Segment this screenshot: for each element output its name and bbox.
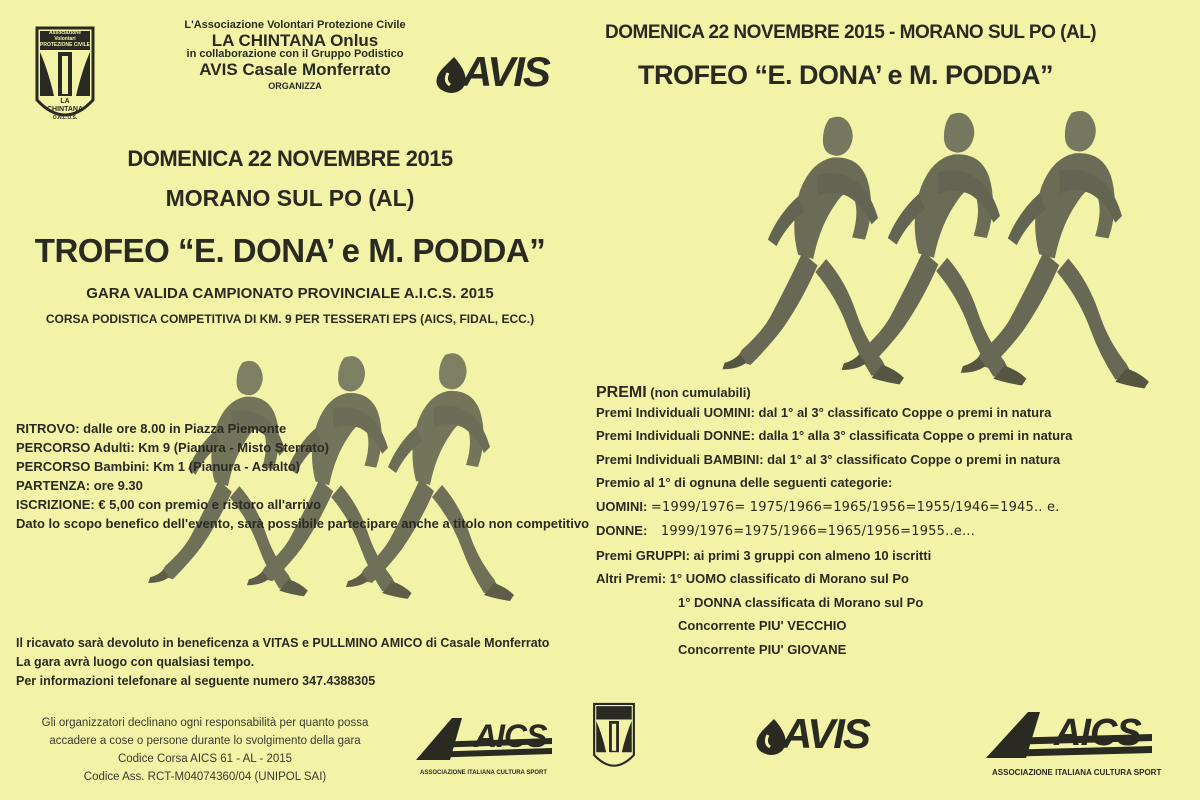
aics-logo-left: AICS ASSOCIAZIONE ITALIANA CULTURA SPORT xyxy=(412,712,562,782)
info-non-competitivo: Dato lo scopo benefico dell'evento, sarà possibile partecipare anche a titolo non competitivo xyxy=(16,516,590,531)
men-categories: UOMINI: =1999/1976= 1975/1966=1965/1956=1955/1946=1945.. e. xyxy=(596,498,1060,515)
women-categories: DONNE: 1999/1976=1975/1966=1965/1956=1955..e... xyxy=(596,523,975,539)
prize-women: Premi Individuali DONNE: dalla 1° alla 3° classificata Coppe o premi in natura xyxy=(596,428,1073,443)
left-place: MORANO SUL PO (AL) xyxy=(165,185,415,211)
aics-logo-right: AICS ASSOCIAZIONE ITALIANA CULTURA SPORT xyxy=(982,706,1162,780)
info-ritrovo: RITROVO: dalle ore 8.00 in Piazza Piemonte xyxy=(16,421,287,436)
left-trophy: TROFEO “E. DONA’ e M. PODDA” xyxy=(34,232,546,269)
info-partenza: PARTENZA: ore 9.30 xyxy=(16,478,143,493)
prize-categories: Premio al 1° di ognuna delle seguenti categorie: xyxy=(596,475,893,490)
prize-men: Premi Individuali UOMINI: dal 1° al 3° classificato Coppe o premi in natura xyxy=(596,404,1052,420)
chintana-logo xyxy=(34,20,96,132)
prizes-title: PREMI xyxy=(596,384,647,401)
chintana-logo-small xyxy=(592,696,636,780)
organizes-label: ORGANIZZA xyxy=(268,80,322,91)
note-charity: Il ricavato sarà devoluto in beneficenza a VITAS e PULLMINO AMICO di Casale Monferrato xyxy=(16,636,550,650)
disclaimer: Gli organizzatori declinano ogni responsabilità per quanto possa accadere a cose o persone durante lo svolgimento della gara Codice Corsa AICS 61 - AL - 2015 Codice Ass. RCT-M04074360/04 (UNIPOL SAI) xyxy=(41,717,369,783)
prize-children: Premi Individuali BAMBINI: dal 1° al 3° classificato Coppe o premi in natura xyxy=(596,451,1061,467)
other-prize-woman: 1° DONNA classificata di Morano sul Po xyxy=(678,594,924,610)
avis-logo: AVIS xyxy=(432,52,577,98)
note-phone: Per informazioni telefonare al seguente numero 347.4388305 xyxy=(16,674,376,688)
runners-illustration-right xyxy=(600,100,1200,400)
left-date: DOMENICA 22 NOVEMBRE 2015 xyxy=(127,146,453,171)
other-prizes: Altri Premi: 1° UOMO classificato di Morano sul Po xyxy=(596,571,909,586)
other-prize-youngest: Concorrente PIU' GIOVANE xyxy=(678,641,847,657)
right-date-place: DOMENICA 22 NOVEMBRE 2015 - MORANO SUL PO (AL) xyxy=(605,22,1097,43)
other-prize-oldest: Concorrente PIU' VECCHIO xyxy=(678,618,847,633)
assoc-line: L'Associazione Volontari Protezione Civile xyxy=(184,19,406,31)
prize-groups: Premi GRUPPI: ai primi 3 gruppi con almeno 10 iscritti xyxy=(596,547,932,563)
avis-logo-bottom: AVIS xyxy=(752,714,902,760)
race-description: CORSA PODISTICA COMPETITIVA DI KM. 9 PER TESSERATI EPS (AICS, FIDAL, ECC.) xyxy=(45,312,535,326)
collab-line: in collaborazione con il Gruppo Podistico xyxy=(186,48,404,61)
info-iscrizione: ISCRIZIONE: € 5,00 con premio e ristoro all'arrivo xyxy=(16,497,322,512)
collab-name: AVIS Casale Monferrato xyxy=(199,59,391,79)
right-trophy: TROFEO “E. DONA’ e M. PODDA” xyxy=(638,60,1054,90)
championship-line: GARA VALIDA CAMPIONATO PROVINCIALE A.I.C.S. 2015 xyxy=(86,285,494,302)
prizes-section xyxy=(596,381,1196,661)
info-percorso-bambini: PERCORSO Bambini: Km 1 (Pianura - Asfalto) xyxy=(16,459,301,474)
logo-bottom-text: LA CHINTANA O.N.L.U.S. xyxy=(46,98,84,121)
charity-notes xyxy=(16,634,586,691)
organizer-header xyxy=(170,20,420,91)
assoc-name: LA CHINTANA Onlus xyxy=(211,30,379,50)
info-percorso-adulti: PERCORSO Adulti: Km 9 (Pianura - Misto Sterrato) xyxy=(16,440,329,455)
logo-top-text: Associazione Volontari PROTEZIONE CIVILE xyxy=(40,30,91,48)
prizes-subtitle: (non cumulabili) xyxy=(650,385,751,400)
note-weather: La gara avrà luogo con qualsiasi tempo. xyxy=(16,655,255,669)
race-info-list xyxy=(16,419,590,533)
